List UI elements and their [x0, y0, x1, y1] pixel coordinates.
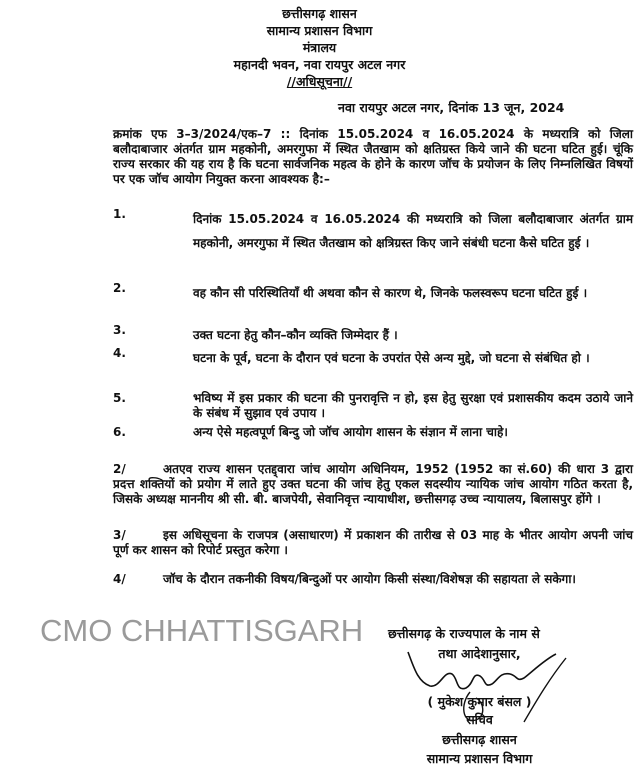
term-number: 5.	[113, 391, 126, 405]
clause-text: जॉच के दौरान तकनीकी विषय/बिन्दुओं पर आयोग किसी संस्था/विशेषज्ञ की सहायता ले सकेगा।	[163, 572, 576, 586]
term-number: 6.	[113, 425, 126, 439]
term-text: वह कौन सी परिस्थितियॉं थी अथवा कौन से कारण थे, जिनके फलस्वरूप घटना घटित हुई ।	[193, 286, 588, 300]
clause-number: 4/	[113, 572, 126, 586]
date-line: नवा रायपुर अटल नगर, दिनांक 13 जून, 2024	[338, 100, 565, 115]
clause-3	[113, 528, 633, 558]
signature-order-line: तथा आदेशानुसार,	[438, 646, 521, 661]
header-department: सामान्य प्रशासन विभाग	[266, 23, 373, 38]
term-number: 2.	[113, 281, 126, 295]
term-item	[113, 346, 633, 394]
header-government: छत्तीसगढ़ शासन	[282, 6, 357, 21]
term-number: 1.	[113, 207, 126, 221]
watermark: CMO CHHATTISGARH	[40, 613, 364, 648]
term-item	[113, 323, 633, 347]
term-text: अन्य ऐसे महत्वपूर्ण बिन्दु जो जॉच आयोग शासन के संज्ञान में लाना चाहे।	[193, 425, 508, 439]
term-number: 4.	[113, 346, 126, 360]
header-ministry: मंत्रालय	[302, 40, 337, 55]
signatory-org: छत्तीसगढ़ शासन	[442, 732, 517, 747]
header-address: महानदी भवन, नवा रायपुर अटल नगर	[233, 57, 406, 72]
term-text: घटना के पूर्व, घटना के दौरान एवं घटना के उपरांत ऐसे अन्य मुद्दे, जो घटना से संबंधित हो ।	[193, 351, 590, 365]
term-text: भविष्य में इस प्रकार की घटना की पुनरावृत्ति न हो, इस हेतु सुरक्षा एवं प्रशासकीय कदम उठाये जाने के संबंध में सुझाव एवं उपाय ।	[193, 391, 633, 420]
signatory-name: ( मुकेश कुमार बंसल )	[427, 694, 532, 709]
clause-number: 2/	[113, 462, 126, 476]
term-item	[113, 425, 633, 441]
intro-paragraph: क्रमांक एफ 3–3/2024/एक–7 :: दिनांक 15.05.2024 व 16.05.2024 के मध्यरात्रि को जिला बलौदाबाजार अंतर्गत ग्राम महकोनी, अमरगुफा में स्थित जैतखाम को क्षतिग्रस्त किये जाने की घटना घटित हुई। चूंकि राज्य सरकार की यह राय है कि घटना सार्वजनिक महत्व के होने के कारण जॉच के प्रयोजन के लिए निम्नलिखित विषयों पर एक जॉच आयोग नियुक्त करना आवश्यक है:–	[113, 127, 633, 186]
signature-authority-line: छत्तीसगढ़ के राज्यपाल के नाम से	[388, 626, 540, 641]
term-text: दिनांक 15.05.2024 व 16.05.2024 की मध्यरात्रि को जिला बलौदाबाजार अंतर्गत ग्राम महकोनी, अमरगुफा में स्थित जैतखाम को क्षत्रिग्रस्त किए जाने संबंधी घटना कैसे घटित हुई ।	[193, 212, 633, 250]
signatory-department: सामान्य प्रशासन विभाग	[426, 751, 533, 766]
signatory-designation: सचिव	[466, 712, 493, 727]
term-text: उक्त घटना हेतु कौन–कौन व्यक्ति जिम्मेदार हैं ।	[193, 328, 398, 342]
term-item	[113, 207, 633, 279]
clause-4	[113, 572, 633, 587]
clause-text: अतएव राज्य शासन एतद्द्वारा जांच आयोग अधिनियम, 1952 (1952 का सं.60) की धारा 3 द्वारा प्रदत्त शक्तियों को प्रयोग में लाते हुए उक्त घटना की जांच हेतु एकल सदस्यीय न्यायिक जांच आयोग गठित करता है, जिसके अध्यक्ष माननीय श्री सी. बी. बाजपेयी, सेवानिवृत्त न्यायाधीश, छत्तीसगढ़ उच्च न्यायालय, बिलासपुर होंगे ।	[113, 462, 633, 506]
term-number: 3.	[113, 323, 126, 337]
term-item	[113, 281, 633, 329]
term-item	[113, 391, 633, 421]
clause-text: इस अधिसूचना के राजपत्र (असाधारण) में प्रकाशन की तारीख से 03 माह के भीतर आयोग अपनी जांच पूर्ण कर शासन को रिपोर्ट प्रस्तुत करेगा ।	[113, 528, 633, 557]
clause-2	[113, 462, 633, 507]
clause-number: 3/	[113, 528, 126, 542]
document-title: //अधिसूचना//	[286, 74, 353, 89]
